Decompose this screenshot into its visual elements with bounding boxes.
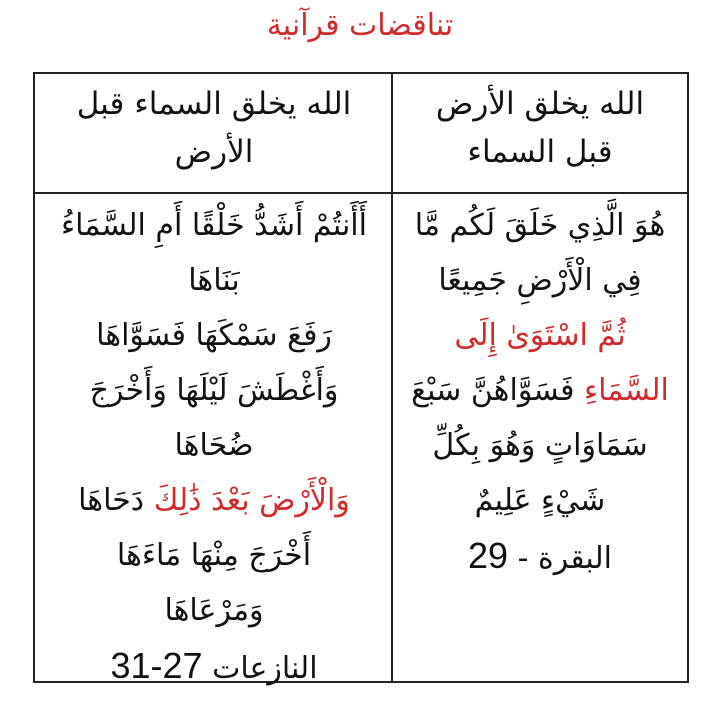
- verse-cell-right: [393, 198, 687, 586]
- comparison-table: [33, 72, 689, 686]
- verse-number: 29: [468, 535, 509, 576]
- verse-line: شَيْءٍ عَلِيمٌ: [474, 483, 606, 518]
- surah-name: النازعات: [212, 651, 318, 686]
- header-left-line-1: الله يخلق السماء قبل: [76, 86, 352, 122]
- verse-text: دَحَاهَا: [78, 483, 145, 518]
- verse-line: هُوَ الَّذِي خَلَقَ لَكُم مَّا: [414, 208, 666, 243]
- verse-text: فَسَوَّاهُنَّ سَبْعَ: [411, 373, 575, 408]
- header-right-line-2: قبل السماء: [467, 134, 613, 170]
- verse-line: رَفَعَ سَمْكَهَا فَسَوَّاهَا: [96, 318, 332, 353]
- page-title: تناقضات قرآنية: [266, 8, 454, 43]
- verse-line: سَمَاوَاتٍ وَهُوَ بِكُلِّ: [432, 428, 648, 463]
- verse-highlight: وَالْأَرْضَ بَعْدَ ذَٰلِكَ: [153, 483, 350, 518]
- verse-reference: [393, 528, 687, 586]
- verse-line: ضُحَاهَا: [174, 428, 254, 463]
- verse-line: فِي الْأَرْضِ جَمِيعًا: [438, 263, 642, 298]
- surah-name: البقرة -: [517, 541, 612, 576]
- header-left-line-2: الأرض: [174, 134, 254, 170]
- verse-line: [393, 363, 687, 418]
- header-cell-left: [39, 80, 389, 176]
- verse-number: 27-31: [110, 645, 203, 686]
- header-cell-right: [393, 80, 687, 176]
- verse-highlight: السَّمَاءِ: [584, 373, 669, 408]
- verse-line: أَأَنتُمْ أَشَدُّ خَلْقًا أَمِ السَّمَاءُ: [61, 208, 367, 243]
- verse-line-highlight: ثُمَّ اسْتَوَىٰ إِلَى: [454, 318, 626, 353]
- verse-line: [39, 473, 389, 528]
- header-divider: [35, 192, 687, 194]
- verse-line: وَأَغْطَشَ لَيْلَهَا وَأَخْرَجَ: [89, 373, 339, 408]
- header-right-line-1: الله يخلق الأرض: [435, 86, 645, 122]
- verse-cell-left: [39, 198, 389, 696]
- verse-reference: [39, 638, 389, 696]
- verse-line: أَخْرَجَ مِنْهَا مَاءَهَا: [116, 538, 312, 573]
- verse-line: بَنَاهَا: [188, 263, 240, 298]
- verse-line: وَمَرْعَاهَا: [164, 593, 264, 628]
